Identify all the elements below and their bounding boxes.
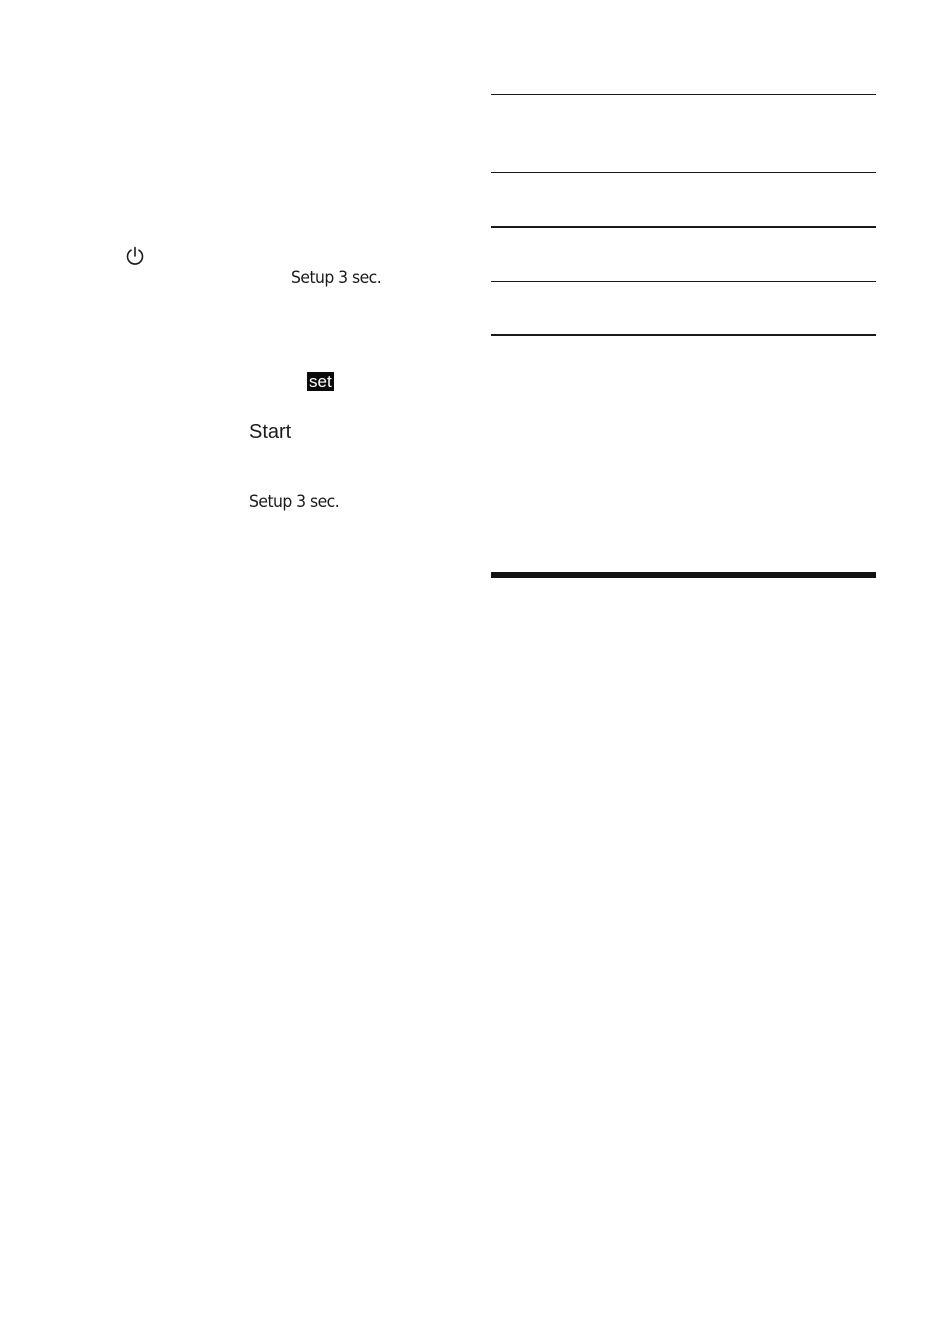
section-divider: [491, 572, 876, 578]
setup-3-sec-label-2: Setup 3 sec.: [249, 492, 340, 512]
setup-3-sec-label: Setup 3 sec.: [291, 268, 382, 288]
table-rule: [491, 172, 876, 173]
start-label: Start: [249, 421, 292, 443]
power-icon: [124, 245, 146, 267]
table-rule: [491, 94, 876, 95]
set-badge: set: [309, 372, 332, 391]
table-rule: [491, 334, 876, 336]
table-rule: [491, 281, 876, 282]
table-rule: [491, 226, 876, 228]
